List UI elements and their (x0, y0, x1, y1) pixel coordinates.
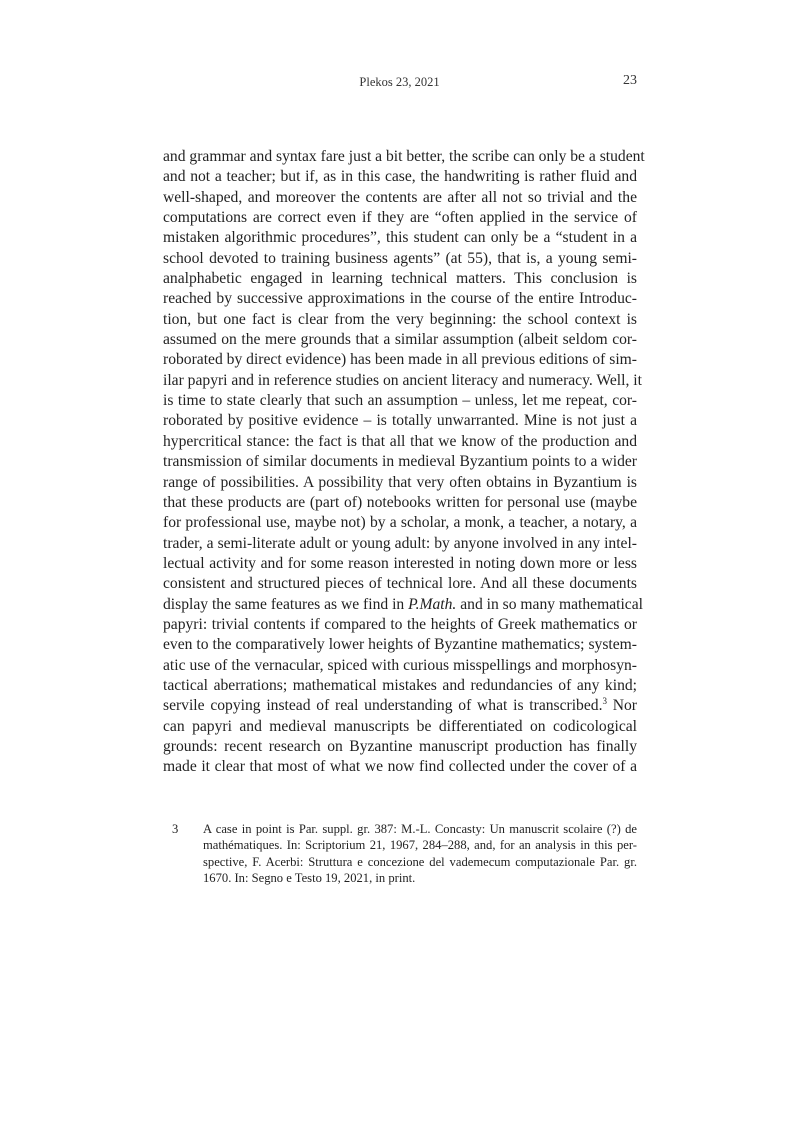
footnote-line: 1670. In: Segno e Testo 19, 2021, in print. (203, 870, 416, 885)
footnote-reference[interactable]: 3 (602, 696, 607, 707)
text-line: for professional use, maybe not) by a scholar, a monk, a teacher, a notary, a (163, 514, 637, 532)
text-line: is time to state clearly that such an assumption – unless, let me repeat, cor- (163, 392, 637, 410)
text-line: atic use of the vernacular, spiced with curious misspellings and morphosyn- (163, 656, 637, 674)
text-line: that these products are (part of) notebooks written for personal use (maybe (163, 493, 637, 511)
text-line: roborated by direct evidence) has been made in all previous editions of sim- (163, 351, 637, 369)
running-head (0, 73, 799, 93)
text-line: ilar papyri and in reference studies on ancient literacy and numeracy. Well, it (163, 371, 642, 389)
footnote-text (203, 821, 637, 886)
text-line: even to the comparatively lower heights of Byzantine mathematics; system- (163, 636, 637, 654)
text-line (163, 696, 637, 716)
text-line: trader, a semi-literate adult or young adult: by anyone involved in any intel- (163, 534, 637, 552)
text-fragment: servile copying instead of real understanding of what is transcribed. (163, 697, 603, 715)
page-number: 23 (623, 73, 637, 88)
text-line: range of possibilities. A possibility that very often obtains in Byzantium is (163, 473, 637, 491)
footnote-line: A case in point is Par. suppl. gr. 387: M.-L. Concasty: Un manuscrit scolaire (?) de (203, 822, 637, 836)
journal-citation: Plekos 23, 2021 (359, 75, 440, 89)
text-line: papyri: trivial contents if compared to the heights of Greek mathematics or (163, 615, 637, 633)
text-line: roborated by positive evidence – is totally unwarranted. Mine is not just a (163, 412, 637, 430)
text-line: assumed on the mere grounds that a similar assumption (albeit seldom cor- (163, 331, 637, 349)
text-line: well-shaped, and moreover the contents are after all not so trivial and the (163, 188, 637, 206)
text-line: lectual activity and for some reason interested in noting down more or less (163, 554, 637, 572)
text-line: consistent and structured pieces of technical lore. And all these documents (163, 575, 637, 593)
text-line: and not a teacher; but if, as in this case, the handwriting is rather fluid and (163, 168, 637, 186)
footnote-number: 3 (172, 822, 179, 836)
footnote-line: mathématiques. In: Scriptorium 21, 1967, 284–288, and, for an analysis in this per- (203, 838, 637, 853)
text-line: hypercritical stance: the fact is that all that we know of the production and (163, 432, 637, 450)
text-line: and grammar and syntax fare just a bit better, the scribe can only be a student (163, 148, 645, 165)
text-line: tion, but one fact is clear from the very beginning: the school context is (163, 310, 637, 328)
text-line (163, 595, 643, 615)
text-line: transmission of similar documents in medieval Byzantium points to a wider (163, 453, 637, 471)
body-text (163, 147, 645, 778)
text-line: computations are correct even if they are “often applied in the service of (163, 209, 637, 227)
italic-title: P.Math. (408, 595, 457, 613)
text-line: analphabetic engaged in learning technical matters. This conclusion is (163, 270, 637, 288)
text-fragment: display the same features as we find in (163, 595, 409, 613)
text-line: tactical aberrations; mathematical mistakes and redundancies of any kind; (163, 676, 637, 694)
text-line: made it clear that most of what we now find collected under the cover of a (163, 758, 637, 776)
text-fragment: and in so many mathematical (456, 595, 643, 613)
text-line: grounds: recent research on Byzantine manuscript production has finally (163, 737, 637, 755)
footnote-line: spective, F. Acerbi: Struttura e concezione del vademecum computazionale Par. gr. (203, 854, 637, 869)
text-fragment: Nor (606, 697, 638, 715)
text-line: school devoted to training business agents” (at 55), that is, a young semi- (163, 249, 637, 267)
text-line: reached by successive approximations in the course of the entire Introduc- (163, 290, 637, 308)
text-line: can papyri and medieval manuscripts be differentiated on codicological (163, 717, 637, 735)
footnote (163, 821, 637, 886)
text-line: mistaken algorithmic procedures”, this student can only be a “student in a (163, 229, 637, 247)
